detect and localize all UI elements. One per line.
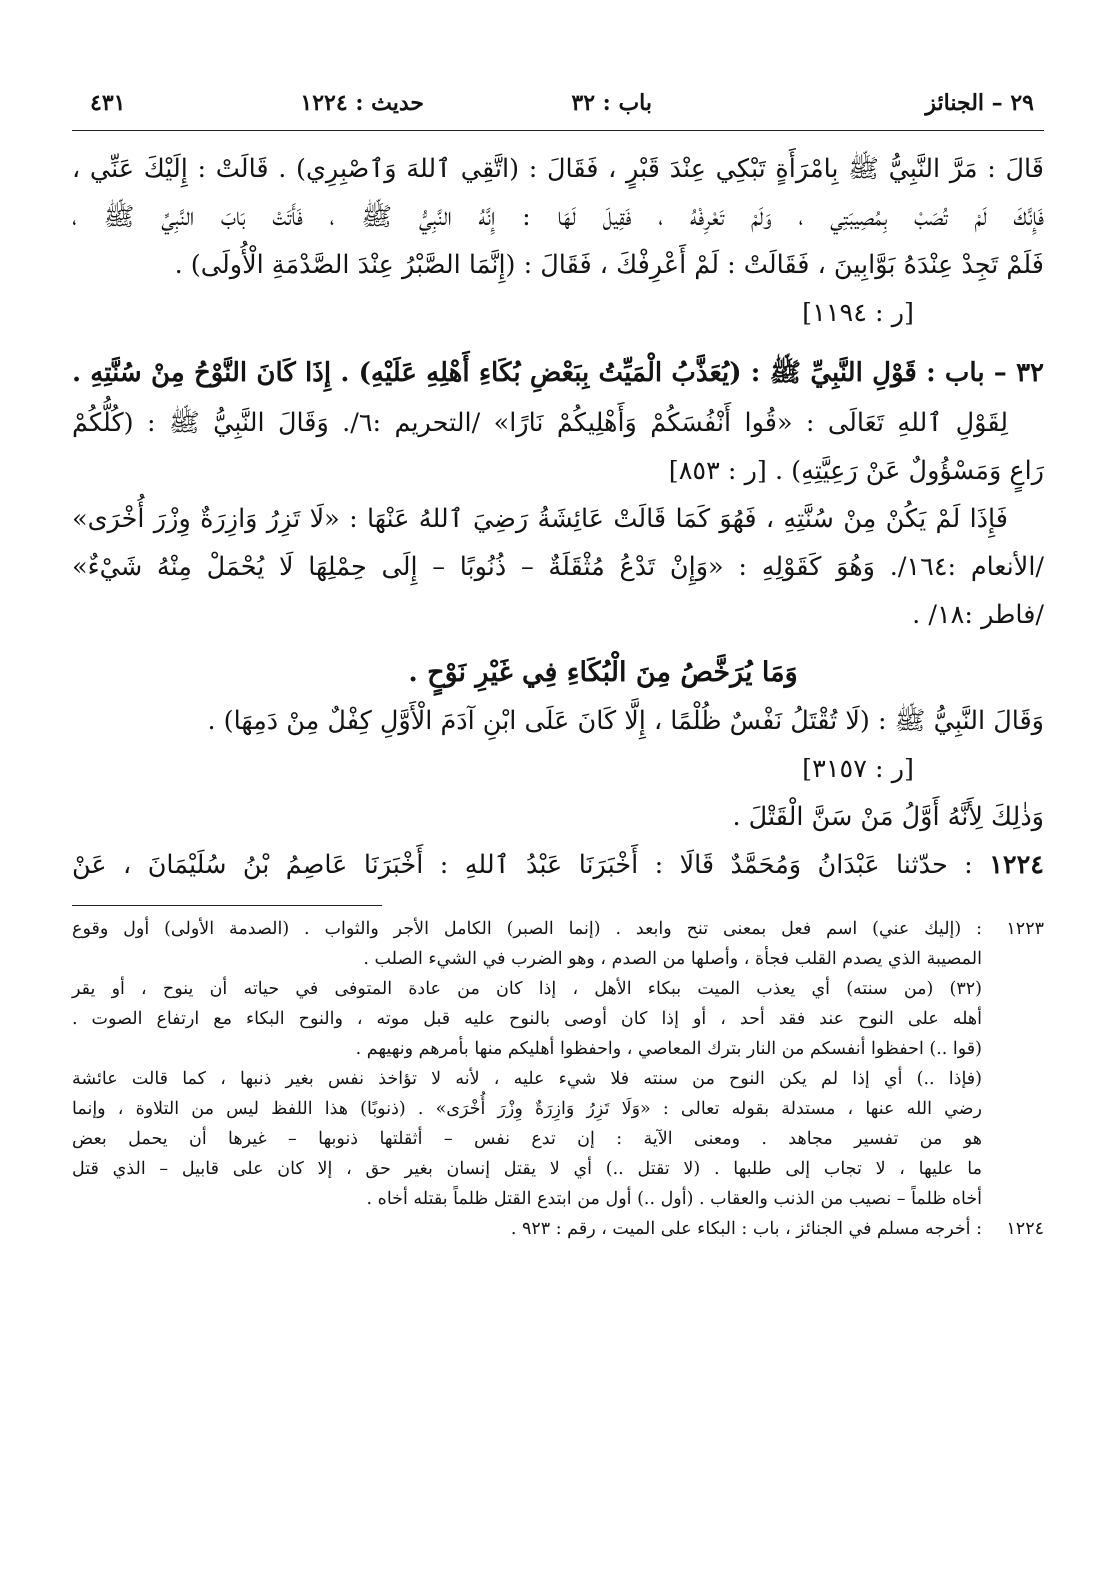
footnote-line: (٣٢) (من سنته) أي يعذب الميت ببكاء الأهل ، إذا كان من عادة المتوفى في حياته أن ينوح ، أو يقر [72,979,982,999]
text-line: وَذٰلِكَ لِأَنَّهُ أَوَّلُ مَنْ سَنَّ الْقَتْلَ . [732,802,1044,832]
section-subtitle: وَمَا يُرَخَّصُ مِنَ الْبُكَاءِ فِي غَيْرِ نَوْحٍ . [408,657,798,688]
main-text [72,145,1044,889]
text-line: فَإِنَّكَ لَمْ تُصَبْ بِمُصِيبَتِي ، وَلَمْ تَعْرِفْهُ ، فَقِيلَ لَهَا : إِنَّهُ النَّبِيُّ ﷺ ، فَأَتَتْ بَابَ النَّبِيِّ ﷺ ، [72,202,1044,232]
footnote-line: رضي الله عنها ، مستدلة بقوله تعالى : «وَلَا تَزِرُ وَازِرَةٌ وِزْرَ أُخْرَى» . (ذنوبًا) هذا اللفظ ليس من التلاوة ، وإنما [72,1099,982,1119]
footnote-rule [72,905,382,906]
header-rule [72,130,1044,131]
hadith-heading: حديث : ١٢٢٤ [300,90,424,116]
cross-reference: [ر : ٣١٥٧] [802,754,914,784]
hadith-isnad: : حدّثنا عَبْدَانُ وَمُحَمَّدٌ قَالَا : أَخْبَرَنَا عَبْدُ ٱللهِ : أَخْبَرَنَا عَاصِمُ بْنُ سُلَيْمَانَ ، عَنْ [72,850,973,880]
chapter-heading: ٢٩ – الجنائز [925,90,1034,116]
book-page [72,84,1044,1244]
bab-heading: باب : ٣٢ [571,90,652,116]
cross-reference: [ر : ١١٩٤] [802,298,914,328]
footnote-line: المصيبة الذي يصدم القلب فجأة ، وأصلها من الصدم ، وهو الضرب في الشيء الصلب . [363,949,982,969]
footnote-line: (قوا ..) احفظوا أنفسكم من النار بترك المعاصي ، واحفظوا أهليكم منها بأمرهم ونهيهم . [355,1039,982,1059]
footnote-line: أهله على النوح عند فقد أحد ، أو إذا كان أوصى بالنوح عليه قبل موته ، والنوح البكاء مع ارتفاع الصوت . [72,1009,982,1029]
text-line: رَاعٍ وَمَسْؤُولٌ عَنْ رَعِيَّتِهِ) . [ر : ٨٥٣] [668,456,1044,486]
text-line: لِقَوْلِ ٱللهِ تَعَالَى : «قُوا أَنْفُسَكُمْ وَأَهْلِيكُمْ نَارًا» /التحريم :٦/. وَقَالَ النَّبِيُّ ﷺ : (كُلُّكُمْ [72,408,1008,438]
text-line: /فاطر :١٨/ . [912,600,1044,630]
footnote-line: أخاه ظلماً – نصيب من الذنب والعقاب . (أول ..) أول من ابتدع القتل ظلماً بقتله أخاه . [366,1189,982,1209]
footnote-line: : (إليك عني) اسم فعل بمعنى تنح وابعد . (إنما الصبر) الكامل الأجر والثواب . (الصدمة الأولى) أول وقوع [72,919,982,939]
text-line: قَالَ : مَرَّ النَّبِيُّ ﷺ بِامْرَأَةٍ تَبْكِي عِنْدَ قَبْرٍ ، فَقَالَ : (اتَّقِي ٱللهَ وَٱصْبِرِي) . قَالَتْ : إِلَيْكَ عَنِّي ، [72,154,1044,184]
footnote-line: ما عليها ، لا تجاب إلى طلبها . (لا تقتل ..) أي لا يقتل إنسان بغير حق ، إلا كان على قابيل – الذي قتل [72,1159,982,1179]
bab-title: ٣٢ – باب : قَوْلِ النَّبِيِّ ﷺ : (يُعَذَّبُ الْمَيِّتُ بِبَعْضِ بُكَاءِ أَهْلِهِ عَلَيْهِ) . إِذَا كَانَ النَّوْحُ مِنْ سُنَّتِهِ . [72,358,1045,388]
footnote-number: ١٢٢٤ [1006,1219,1044,1239]
page-number: ٤٣١ [90,90,126,116]
text-line: وَقَالَ النَّبِيُّ ﷺ : (لَا تُقْتَلُ نَفْسٌ ظُلْمًا ، إِلَّا كَانَ عَلَى ابْنِ آدَمَ الْأَوَّلِ كِفْلٌ مِنْ دَمِهَا) . [207,706,1044,736]
text-line: /الأنعام :١٦٤/. وَهُوَ كَقَوْلِهِ : «وَإِنْ تَدْعُ مُثْقَلَةٌ – ذُنُوبًا – إِلَى حِمْلِهَا لَا يُحْمَلْ مِنْهُ شَيْءٌ» [72,552,1045,582]
footnote-line: : أخرجه مسلم في الجنائز ، باب : البكاء على الميت ، رقم : ٩٢٣ . [510,1219,982,1239]
hadith-opening [72,841,1044,889]
hadith-number: ١٢٢٤ [989,850,1044,880]
footnote-number: ١٢٢٣ [1006,919,1044,939]
footnote-line: هو من تفسير مجاهد . ومعنى الآية : إن تدع نفس – أثقلتها ذنوبها – غيرها أن يحمل بعض [72,1129,982,1149]
footnote-line: (فإذا ..) أي إذا لم يكن النوح من سنته فلا شيء عليه ، لأنه لا تؤاخذ نفس بغير ذنبها ، كما قالت عائشة [72,1069,982,1089]
text-line: فَلَمْ تَجِدْ عِنْدَهُ بَوَّابِينَ ، فَقَالَتْ : لَمْ أَعْرِفْكَ ، فَقَالَ : (إِنَّمَا الصَّبْرُ عِنْدَ الصَّدْمَةِ الْأُولَى) . [174,250,1044,280]
footnote-1223 [72,914,1044,1214]
text-line: فَإِذَا لَمْ يَكُنْ مِنْ سُنَّتِهِ ، فَهُوَ كَمَا قَالَتْ عَائِشَةُ رَضِيَ ٱللهُ عَنْهَا : «لَا تَزِرُ وَازِرَةٌ وِزْرَ أُخْرَى» [72,504,1008,534]
running-header [72,84,1044,124]
footnotes [72,914,1044,1244]
footnote-1224 [72,1214,1044,1244]
